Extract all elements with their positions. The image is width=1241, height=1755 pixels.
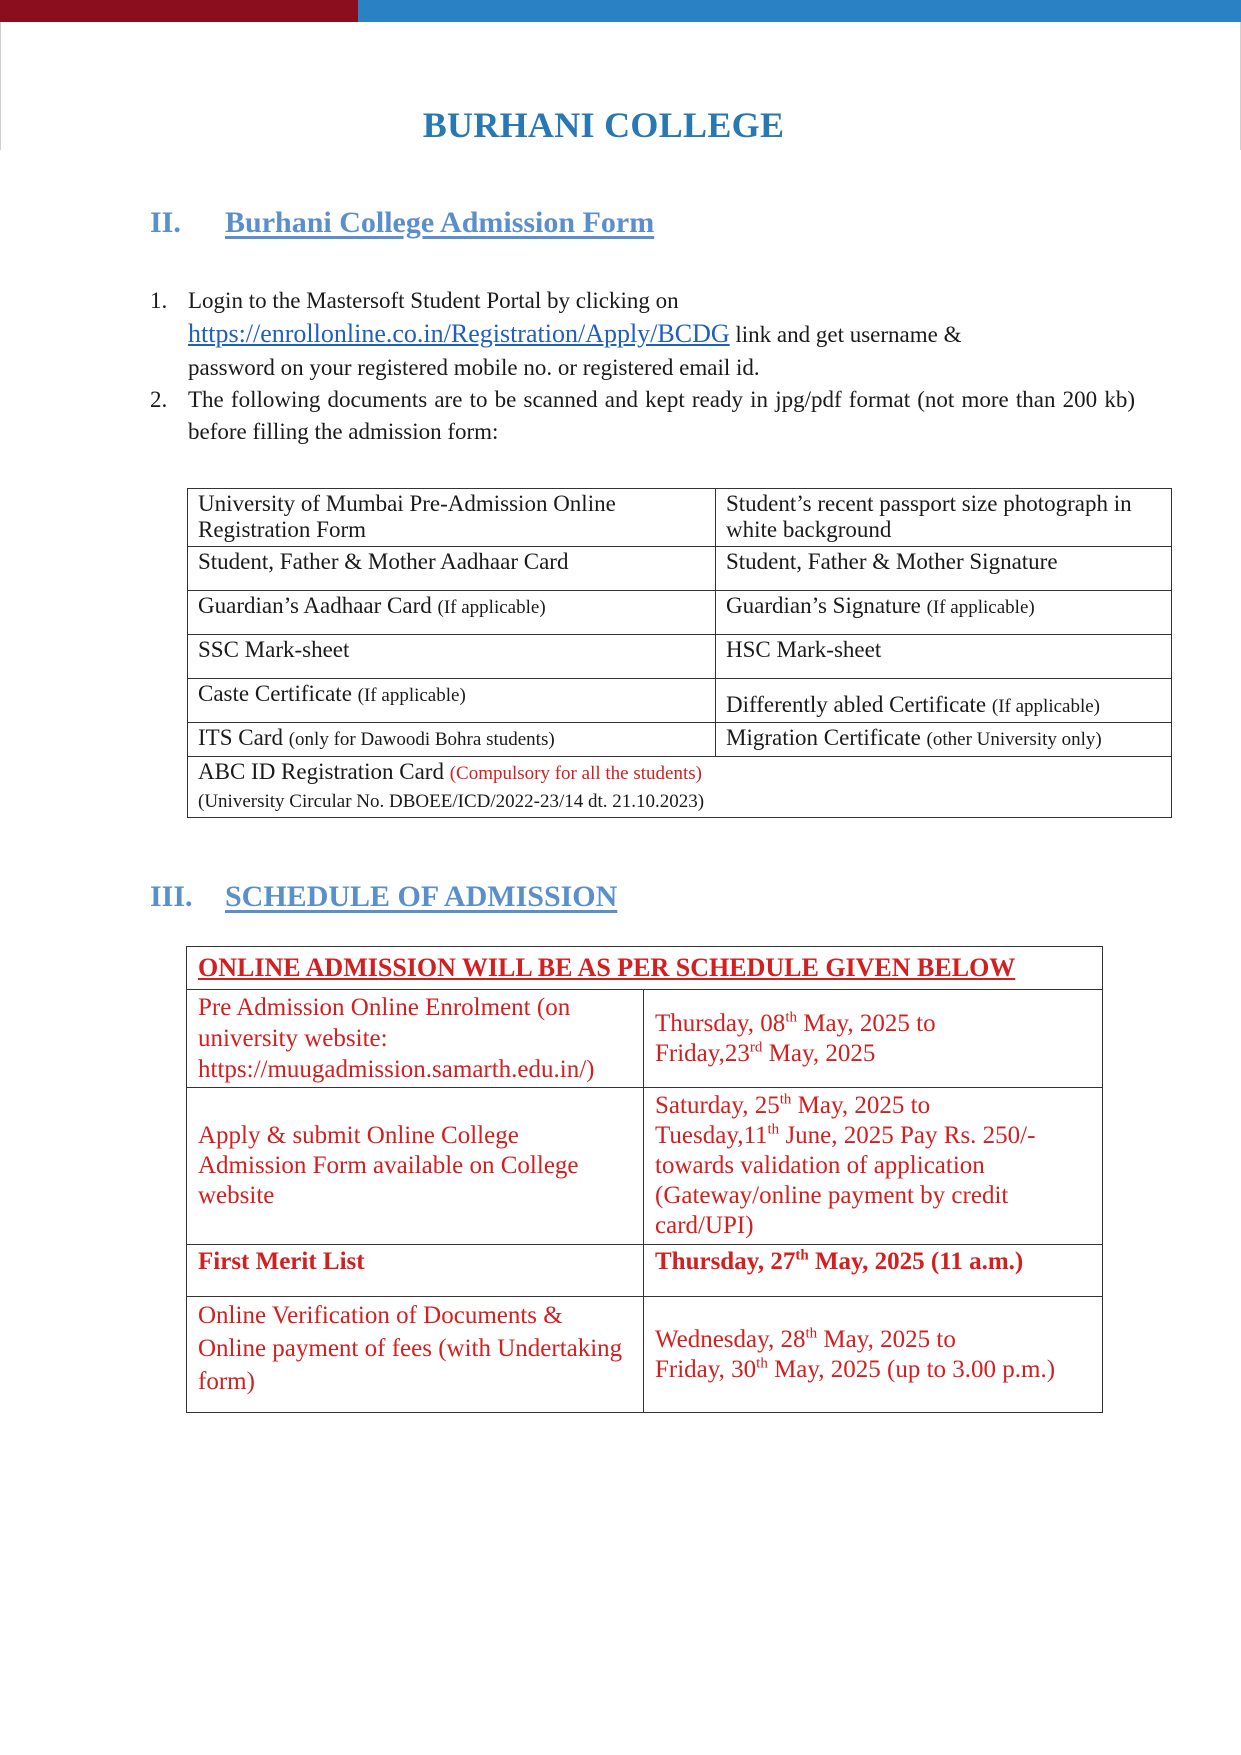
doc-cell [188,547,716,591]
table-row [187,990,1103,1088]
schedule-heading: ONLINE ADMISSION WILL BE AS PER SCHEDULE GIVEN BELOW [187,947,1103,990]
date-cell [644,1088,1103,1245]
date-text: Thursday, 08 [655,1009,786,1037]
circular-note: (University Circular No. DBOEE/ICD/2022-23/14 dt. 21.10.2023) [198,791,705,812]
date-text: Friday, 30 [655,1355,757,1383]
instruction-item-1 [150,284,1135,384]
date-text: May, 2025 (up to 3.00 p.m.) [767,1355,1056,1383]
table-row [187,1297,1103,1413]
doc-label: ITS Card [198,725,283,750]
date-text: May, 2025 to [796,1009,936,1037]
doc-cell [188,679,716,723]
doc-note: (other University only) [926,729,1102,750]
doc-label: University of Mumbai Pre-Admission Online Registration Form [198,491,616,542]
table-row [188,723,1172,757]
doc-note: (If applicable) [357,685,466,706]
date-text: May, 2025 to [817,1325,956,1353]
section-3-heading [150,880,617,914]
doc-label: Student’s recent passport size photograph in white background [726,491,1132,542]
college-title: BURHANI COLLEGE [422,105,785,145]
table-row [187,1245,1103,1297]
date-cell [644,990,1103,1088]
doc-label: Migration Certificate [726,725,921,750]
date-text: Saturday, 25 [655,1092,780,1119]
payment-note: towards validation of application (Gateway/online payment by credit card/UPI) [655,1152,1009,1239]
doc-label: Guardian’s Aadhaar Card [198,593,432,618]
doc-label: ABC ID Registration Card [198,759,444,784]
date-text: Tuesday,11 [655,1122,768,1149]
date-cell [644,1297,1103,1413]
doc-label: Differently abled Certificate [726,692,987,717]
doc-cell [188,489,716,547]
date-suffix: th [785,1009,797,1026]
doc-cell [716,635,1172,679]
instructions-list [150,284,1135,448]
date-text: May, 2025 to [791,1092,931,1119]
section-2-heading [150,206,654,240]
section-2-number: II. [150,206,181,239]
date-cell [644,1245,1103,1297]
date-text: Friday,23 [655,1039,750,1067]
instruction-1-line-1: Login to the Mastersoft Student Portal by clicking on [188,288,679,313]
instruction-1-line-2-suffix: link and get username & [729,322,962,347]
date-text: May, 2025 (11 a.m.) [808,1248,1024,1275]
doc-label: SSC Mark-sheet [198,637,350,662]
instruction-number: 1. [150,288,168,313]
date-suffix: th [767,1121,780,1138]
compulsory-note: (Compulsory for all the students) [449,763,702,784]
date-text: Thursday, 27 [655,1248,796,1275]
doc-cell [188,723,716,757]
activity-cell: Pre Admission Online Enrolment (on university website: https://muugadmission.samarth.edu.in/) [187,990,644,1088]
section-3-title: SCHEDULE OF ADMISSION [225,880,618,913]
doc-note: (If applicable) [926,597,1035,618]
doc-cell [188,591,716,635]
activity-cell: Apply & submit Online College Admission Form available on College website [187,1088,644,1245]
doc-label: Caste Certificate [198,681,352,706]
doc-cell [716,723,1172,757]
date-suffix: rd [749,1039,763,1056]
table-row [187,1088,1103,1245]
date-suffix: th [795,1247,809,1264]
activity-cell: Online Verification of Documents & Online payment of fees (with Undertaking form) [187,1297,644,1413]
documents-table [187,488,1172,818]
doc-cell [188,635,716,679]
date-text: June, 2025 Pay Rs. 250/- [779,1122,1036,1149]
date-suffix: th [779,1091,792,1108]
table-row [188,591,1172,635]
doc-note: (If applicable) [437,597,546,618]
date-suffix: th [805,1325,818,1342]
date-suffix: th [756,1355,768,1372]
doc-label: Guardian’s Signature [726,593,921,618]
activity-cell: First Merit List [187,1245,644,1297]
instruction-2-text: The following documents are to be scanned and kept ready in jpg/pdf format (not more than 200 kb) before filling the admission form: [188,387,1135,444]
table-row [188,547,1172,591]
doc-label: Student, Father & Mother Signature [726,549,1058,574]
top-color-bar [0,0,1241,22]
section-3-number: III. [150,880,193,913]
doc-label: HSC Mark-sheet [726,637,882,662]
top-bar-blue-segment [358,0,1241,22]
instruction-item-2 [150,384,1135,448]
table-row [187,947,1103,990]
doc-cell [716,489,1172,547]
abc-cell [188,757,1172,818]
doc-cell [716,679,1172,723]
enroll-portal-link[interactable]: https://enrollonline.co.in/Registration/Apply/BCDG [188,319,730,348]
table-row [188,757,1172,818]
date-text: May, 2025 [762,1039,876,1067]
doc-note: (If applicable) [991,696,1101,717]
doc-cell [716,547,1172,591]
date-text: Wednesday, 28 [655,1325,806,1353]
instruction-1-line-3: password on your registered mobile no. or registered email id. [188,355,760,380]
doc-cell [716,591,1172,635]
section-2-title: Burhani College Admission Form [225,206,655,239]
instruction-number: 2. [150,387,168,412]
doc-note: (only for Dawoodi Bohra students) [288,729,555,750]
table-row [188,635,1172,679]
table-row [188,489,1172,547]
doc-label: Student, Father & Mother Aadhaar Card [198,549,569,574]
table-row [188,679,1172,723]
instruction-1-line-2 [188,317,1135,351]
schedule-table [186,946,1103,1413]
top-bar-red-segment [0,0,358,22]
